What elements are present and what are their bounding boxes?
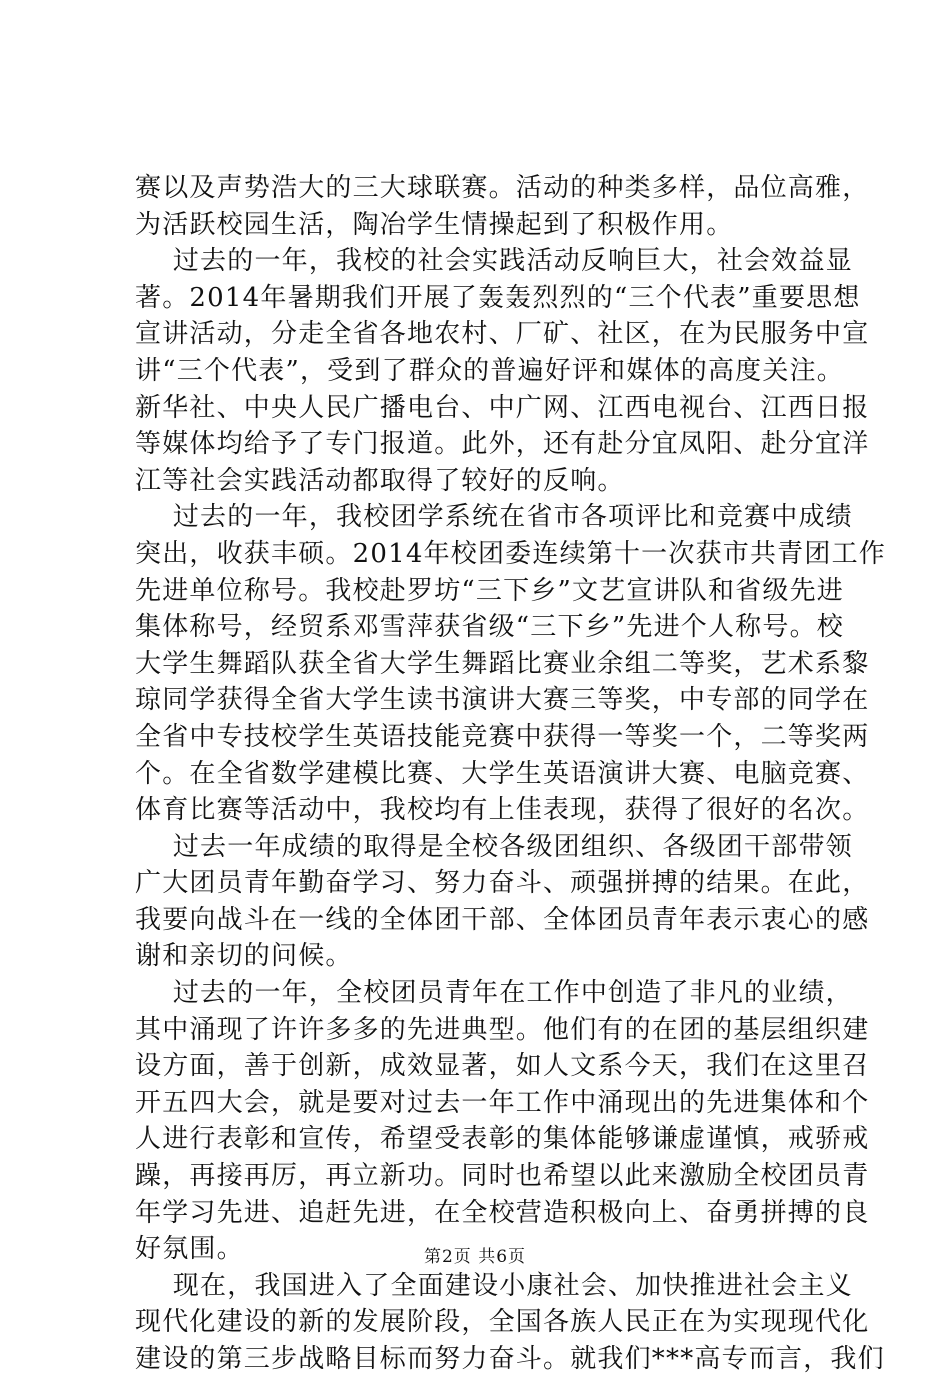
- text-line: 赛以及声势浩大的三大球联赛。活动的种类多样，品位高雅，: [135, 173, 870, 203]
- text-line: 建设的第三步战略目标而努力奋斗。就我们***高专而言，我们: [135, 1344, 885, 1374]
- text-line: 先进单位称号。我校赴罗坊“三下乡”文艺宣讲队和省级先进: [135, 575, 844, 606]
- text-line: 等媒体均给予了专门报道。此外，还有赴分宜凤阳、赴分宜洋: [135, 429, 870, 460]
- text-line: 设方面，善于创新，成效显著，如人文系今天，我们在这里召: [135, 1051, 870, 1082]
- text-line: 其中涌现了许许多多的先进典型。他们有的在团的基层组织建: [135, 1014, 870, 1045]
- text-line: 宣讲活动，分走全省各地农村、厂矿、社区，在为民服务中宣: [135, 319, 870, 350]
- text-line: 过去的一年，我校的社会实践活动反响巨大，社会效益显: [135, 246, 853, 277]
- text-line: 我要向战斗在一线的全体团干部、全体团员青年表示衷心的感: [135, 904, 870, 935]
- text-line: 好氛围。: [135, 1234, 244, 1265]
- text-line: 为活跃校园生活，陶冶学生情操起到了积极作用。: [135, 209, 734, 240]
- text-line: 著。2014年暑期我们开展了轰轰烈烈的“三个代表”重要思想: [135, 282, 861, 313]
- text-line: 年学习先进、追赶先进，在全校营造积极向上、奋勇拼搏的良: [135, 1197, 870, 1228]
- text-line: 新华社、中央人民广播电台、中广网、江西电视台、江西日报: [135, 392, 870, 423]
- text-line: 谢和亲切的问候。: [135, 941, 353, 972]
- text-line: 过去一年成绩的取得是全校各级团组织、各级团干部带领: [135, 831, 853, 862]
- text-line: 江等社会实践活动都取得了较好的反响。: [135, 465, 625, 496]
- text-line: 过去的一年，我校团学系统在省市各项评比和竞赛中成绩: [135, 502, 853, 533]
- text-line: 广大团员青年勤奋学习、努力奋斗、顽强拼搏的结果。在此，: [135, 868, 870, 899]
- text-line: 个。在全省数学建模比赛、大学生英语演讲大赛、电脑竞赛、: [135, 758, 870, 789]
- page-footer: 第2页 共6页: [423, 1247, 527, 1267]
- text-line: 琼同学获得全省大学生读书演讲大赛三等奖，中专部的同学在: [135, 685, 870, 716]
- text-line: 突出，收获丰硕。2014年校团委连续第十一次获市共青团工作: [135, 538, 886, 569]
- text-line: 人进行表彰和宣传，希望受表彰的集体能够谦虚谨慎，戒骄戒: [135, 1124, 870, 1155]
- text-line: 现代化建设的新的发展阶段，全国各族人民正在为实现现代化: [135, 1307, 870, 1338]
- text-line: 躁，再接再厉，再立新功。同时也希望以此来激励全校团员青: [135, 1161, 870, 1192]
- text-line: 开五四大会，就是要对过去一年工作中涌现出的先进集体和个: [135, 1087, 870, 1118]
- text-line: 过去的一年，全校团员青年在工作中创造了非凡的业绩，: [135, 978, 853, 1009]
- text-line: 集体称号，经贸系邓雪萍获省级“三下乡”先进个人称号。校: [135, 612, 844, 643]
- text-line: 现在，我国进入了全面建设小康社会、加快推进社会主义: [135, 1270, 853, 1301]
- text-line: 体育比赛等活动中，我校均有上佳表现，获得了很好的名次。: [135, 795, 870, 826]
- text-line: 讲“三个代表”，受到了群众的普遍好评和媒体的高度关注。: [135, 355, 844, 386]
- body-text: [135, 170, 886, 1378]
- text-line: 大学生舞蹈队获全省大学生舞蹈比赛业余组二等奖，艺术系黎: [135, 648, 870, 679]
- text-line: 全省中专技校学生英语技能竞赛中获得一等奖一个，二等奖两: [135, 721, 870, 752]
